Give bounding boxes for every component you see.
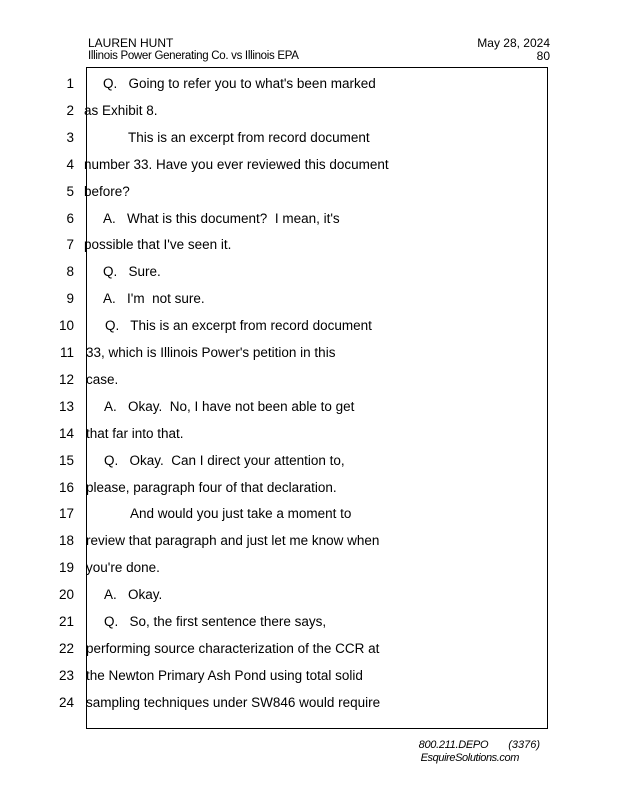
transcript-line — [0, 480, 618, 507]
line-number: 22 — [58, 640, 74, 656]
case-caption: Illinois Power Generating Co. vs Illinois EPA — [88, 50, 299, 62]
transcript-line — [0, 426, 618, 453]
line-number: 1 — [66, 76, 74, 91]
line-number: 10 — [58, 318, 74, 334]
line-text: please, paragraph four of that declaration. — [86, 479, 337, 495]
line-number: 3 — [66, 129, 74, 145]
line-number: 19 — [58, 560, 74, 576]
line-text: performing source characterization of the CCR at — [86, 640, 380, 656]
transcript-line — [0, 264, 618, 291]
line-number: 13 — [58, 398, 74, 414]
transcript-line — [0, 345, 618, 372]
transcript-line — [0, 399, 618, 426]
line-text: Q. This is an excerpt from record document — [105, 318, 372, 334]
transcript-line — [0, 372, 618, 399]
line-text: Q. Going to refer you to what's been marked — [103, 76, 376, 91]
line-text: before? — [84, 183, 130, 199]
page-number: 80 — [536, 49, 550, 63]
transcript-line — [0, 76, 618, 103]
page-header-right — [477, 37, 550, 63]
line-number: 24 — [58, 694, 74, 710]
line-text: A. What is this document? I mean, it's — [103, 210, 340, 226]
line-number: 14 — [58, 425, 74, 441]
footer-website: EsquireSolutions.com — [420, 752, 520, 764]
transcript-line — [0, 533, 618, 560]
transcript-line — [0, 641, 618, 668]
line-number: 20 — [58, 587, 74, 603]
line-number: 9 — [66, 291, 74, 307]
line-number: 12 — [58, 371, 74, 387]
transcript-line — [0, 103, 618, 130]
line-text: A. Okay. — [104, 587, 163, 603]
transcript-line — [0, 560, 618, 587]
footer-phone-ext: (3376) — [508, 739, 540, 751]
line-number: 21 — [58, 614, 74, 629]
line-text: case. — [86, 371, 119, 387]
line-number: 4 — [66, 156, 74, 172]
line-text: Q. Sure. — [103, 264, 161, 280]
line-text: A. I'm not sure. — [103, 291, 205, 307]
line-text: A. Okay. No, I have not been able to get — [104, 398, 355, 414]
line-text: And would you just take a moment to — [130, 506, 352, 522]
line-text: that far into that. — [86, 425, 184, 441]
line-number: 7 — [66, 237, 74, 253]
line-text: number 33. Have you ever reviewed this document — [84, 156, 389, 172]
footer-phone: 800.211.DEPO — [418, 739, 489, 751]
transcript-line — [0, 614, 618, 641]
page-footer — [419, 739, 540, 765]
line-number: 18 — [58, 533, 74, 549]
line-text: possible that I've seen it. — [84, 237, 232, 253]
line-text: This is an excerpt from record document — [128, 129, 370, 145]
line-number: 8 — [66, 264, 74, 280]
transcript-line — [0, 668, 618, 695]
line-number: 16 — [58, 479, 74, 495]
transcript-line — [0, 237, 618, 264]
transcript-line — [0, 506, 618, 533]
transcript-line — [0, 695, 618, 722]
line-number: 6 — [66, 210, 74, 226]
transcript-line — [0, 211, 618, 238]
line-text: review that paragraph and just let me know when — [86, 533, 380, 549]
line-number: 5 — [66, 183, 74, 199]
line-text: Q. Okay. Can I direct your attention to, — [104, 452, 345, 468]
page-header-left — [88, 37, 299, 63]
transcript-line — [0, 318, 618, 345]
transcript-line — [0, 157, 618, 184]
line-number: 2 — [66, 102, 74, 118]
line-number: 23 — [58, 667, 74, 683]
line-text: you're done. — [86, 560, 160, 576]
transcript-line — [0, 453, 618, 480]
line-text: Q. So, the first sentence there says, — [104, 614, 327, 629]
line-number: 17 — [58, 506, 74, 522]
witness-name: LAUREN HUNT — [88, 36, 174, 50]
line-text: as Exhibit 8. — [84, 102, 158, 118]
line-number: 15 — [58, 452, 74, 468]
line-number: 11 — [59, 345, 74, 360]
transcript-line — [0, 587, 618, 614]
transcript-line — [0, 130, 618, 157]
transcript-line — [0, 291, 618, 318]
line-text: 33, which is Illinois Power's petition in this — [86, 345, 336, 360]
transcript-line — [0, 184, 618, 211]
line-text: sampling techniques under SW846 would require — [86, 694, 381, 710]
line-text: the Newton Primary Ash Pond using total solid — [86, 667, 363, 683]
deposition-date: May 28, 2024 — [477, 36, 550, 50]
